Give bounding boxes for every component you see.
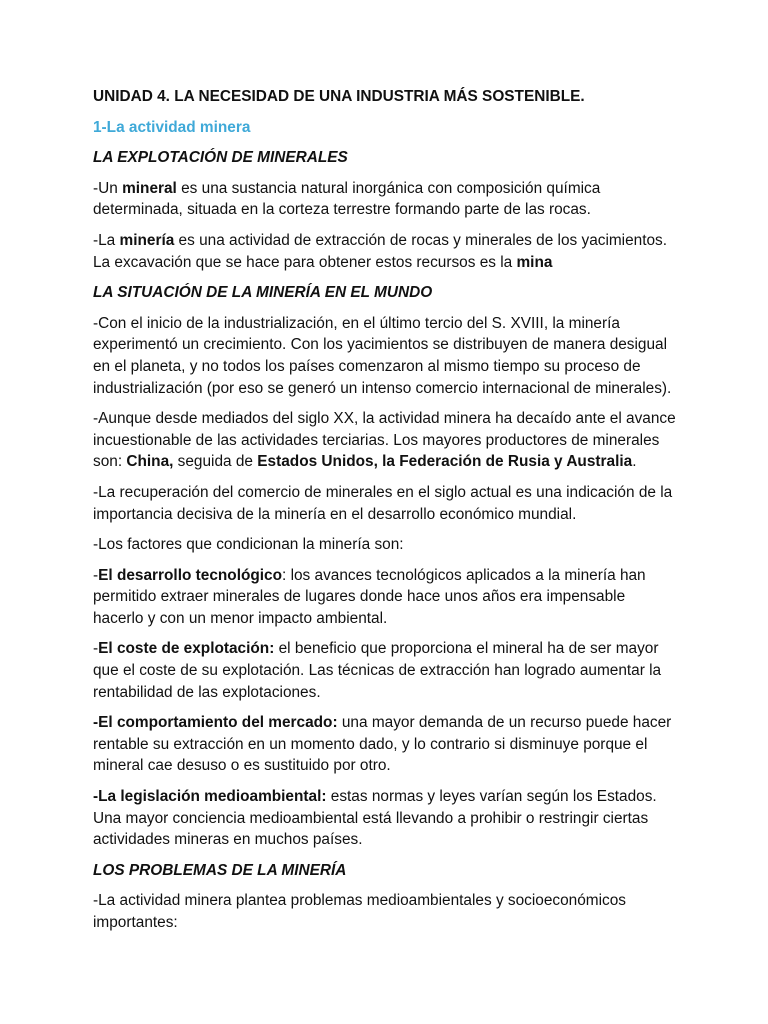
bold-term: El desarrollo tecnológico bbox=[98, 566, 283, 584]
bold-term: Estados Unidos, la Federación de Rusia y Australia bbox=[257, 453, 633, 471]
bold-term: El coste de explotación: bbox=[98, 640, 275, 658]
paragraph bbox=[93, 482, 678, 525]
paragraph bbox=[93, 638, 678, 703]
text-run: -La recuperación del comercio de minerales en el siglo actual es una indicación de la importancia decisiva de la minería en el desarrollo económico mundial. bbox=[93, 483, 673, 523]
text-run: -La actividad minera plantea problemas medioambientales y socioeconómicos importantes: bbox=[93, 892, 626, 931]
bold-term: China, bbox=[126, 453, 174, 471]
section-heading: LA EXPLOTACIÓN DE MINERALES bbox=[93, 149, 348, 167]
paragraph bbox=[93, 565, 678, 630]
paragraph bbox=[93, 178, 678, 221]
text-run: - bbox=[93, 566, 99, 584]
text-run: el beneficio que proporciona el mineral ha de ser mayor que el coste de su explotación. Las técnicas de extracción han logrado aumentar la rentabilidad de las explotaciones. bbox=[93, 640, 662, 701]
bold-term: mineral bbox=[122, 179, 177, 197]
paragraph bbox=[93, 890, 678, 933]
text-run: - bbox=[93, 640, 99, 658]
text-run: -Con el inicio de la industrialización, en el último tercio del S. XVIII, la minería experimentó un crecimiento. Con los yacimientos se distribuyen de manera desigual en el planeta, y no todos los países comenzaron al mismo tiempo su proceso de industrialización (por eso se generó un intenso comercio internacional de minerales). bbox=[93, 314, 672, 397]
paragraph bbox=[93, 786, 678, 851]
text-run: . bbox=[632, 453, 637, 471]
text-run: : los avances tecnológicos aplicados a la minería han permitido extraer minerales de lugares donde hace unos años era impensable hacerlo y con un menor impacto ambiental. bbox=[93, 566, 646, 627]
text-run: -Los factores que condicionan la minería son: bbox=[93, 536, 404, 554]
text-run: estas normas y leyes varían según los Estados. Una mayor conciencia medioambiental está llevando a prohibir o restringir ciertas actividades mineras en muchos países. bbox=[93, 788, 657, 849]
bold-term: -La legislación medioambiental: bbox=[93, 788, 327, 806]
bold-term: minería bbox=[119, 231, 175, 249]
paragraph bbox=[93, 313, 678, 399]
section-heading: LOS PROBLEMAS DE LA MINERÍA bbox=[93, 861, 347, 879]
text-run: es una actividad de extracción de rocas y minerales de los yacimientos. La excavación que se hace para obtener estos recursos es la bbox=[93, 231, 668, 271]
document-body bbox=[93, 147, 678, 933]
text-run: es una sustancia natural inorgánica con composición química determinada, situada en la corteza terrestre formando parte de las rocas. bbox=[93, 179, 601, 219]
paragraph bbox=[93, 534, 678, 556]
text-run: -Un bbox=[93, 179, 123, 197]
unit-title: UNIDAD 4. LA NECESIDAD DE UNA INDUSTRIA MÁS SOSTENIBLE. bbox=[93, 88, 585, 105]
section-title: 1-La actividad minera bbox=[93, 118, 251, 136]
paragraph bbox=[93, 712, 678, 777]
text-run: -La bbox=[93, 231, 120, 249]
paragraph bbox=[93, 230, 678, 273]
paragraph bbox=[93, 408, 678, 473]
bold-term: -El comportamiento del mercado: bbox=[93, 714, 338, 732]
bold-term: mina bbox=[516, 253, 553, 271]
text-run: seguida de bbox=[173, 453, 258, 471]
text-run: -Aunque desde mediados del siglo XX, la actividad minera ha decaído ante el avance incuestionable de las actividades terciarias. Los mayores productores de minerales son: bbox=[93, 410, 676, 471]
text-run: una mayor demanda de un recurso puede hacer rentable su extracción en un momento dado, y lo contrario si disminuye porque el mineral cae desuso o es sustituido por otro. bbox=[93, 714, 672, 775]
section-heading: LA SITUACIÓN DE LA MINERÍA EN EL MUNDO bbox=[93, 284, 433, 302]
